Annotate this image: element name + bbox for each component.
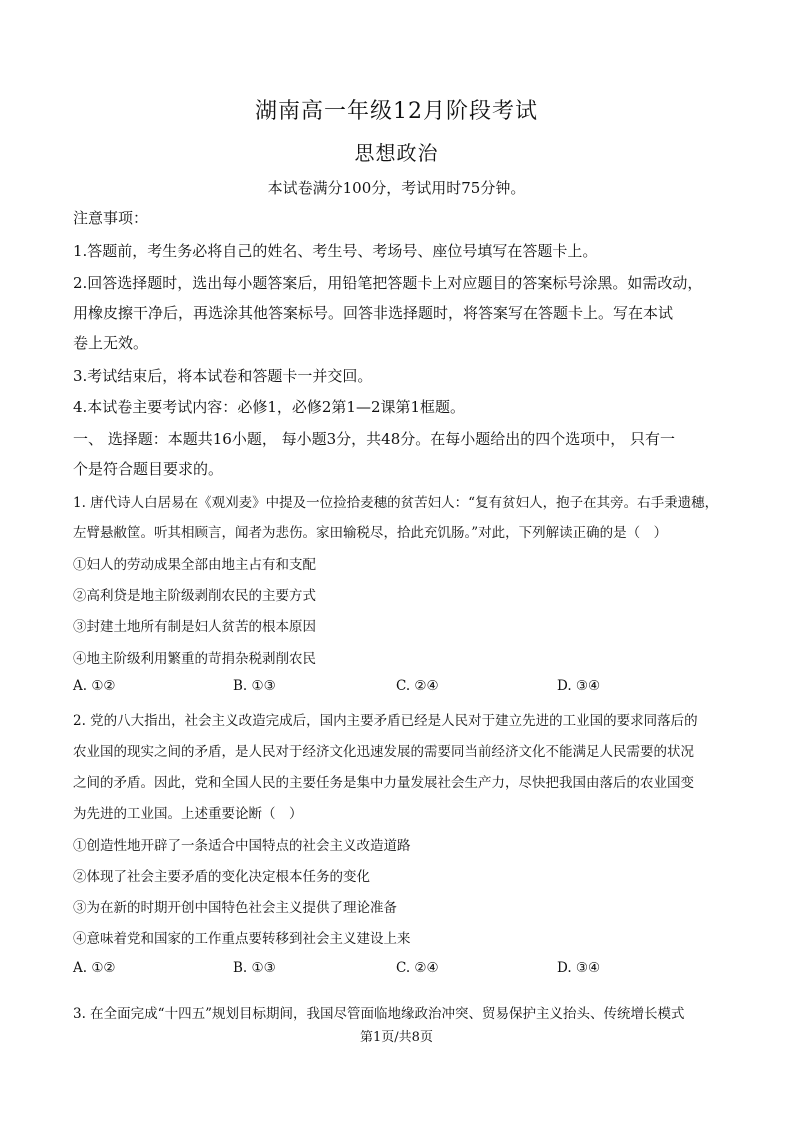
note-item: 用橡皮擦干净后，再选涂其他答案标号。回答非选择题时，将答案写在答题卡上。写在本试 <box>73 304 674 322</box>
q2-option-c: C. ②④ <box>396 960 439 976</box>
exam-title: 湖南高一年级12月阶段考试 <box>255 99 538 124</box>
q1-stem: 1. 唐代诗人白居易在《观刈麦》中提及一位捡拾麦穗的贫苦妇人：“复有贫妇人，抱子在其旁。右手秉遗穗， <box>73 495 719 511</box>
note-item: 2.回答选择题时，选出每小题答案后，用铅笔把答题卡上对应题目的答案标号涂黑。如需改动， <box>73 274 703 292</box>
q2-statement: ②体现了社会主要矛盾的变化决定根本任务的变化 <box>73 869 370 885</box>
notes-heading: 注意事项： <box>73 209 149 227</box>
q2-statement: ①创造性地开辟了一条适合中国特点的社会主义改造道路 <box>73 838 411 854</box>
q2-stem: 为先进的工业国。上述重要论断（ ） <box>73 806 303 822</box>
q1-option-d: D. ③④ <box>557 678 601 694</box>
note-item: 4.本试卷主要考试内容：必修1，必修2第1—2课第1框题。 <box>73 398 466 416</box>
q2-stem: 2. 党的八大指出，社会主义改造完成后，国内主要矛盾已经是人民对于建立先进的工业国的要求同落后的 <box>73 713 698 729</box>
q2-stem: 农业国的现实之间的矛盾，是人民对于经济文化迅速发展的需要同当前经济文化不能满足人民需要的状况 <box>73 744 694 760</box>
q2-option-a: A. ①② <box>73 960 116 976</box>
q2-option-d: D. ③④ <box>557 960 601 976</box>
q2-stem: 之间的矛盾。因此，党和全国人民的主要任务是集中力量发展社会生产力，尽快把我国由落后的农业国变 <box>73 775 694 791</box>
q1-option-a: A. ①② <box>73 678 116 694</box>
q1-statement: ③封建土地所有制是妇人贫苦的根本原因 <box>73 619 316 635</box>
section-heading-cont: 个是符合题目要求的。 <box>73 460 224 478</box>
note-item: 3.考试结束后，将本试卷和答题卡一并交回。 <box>73 367 373 385</box>
q3-stem: 3. 在全面完成“十四五”规划目标期间，我国尽管面临地缘政治冲突、贸易保护主义抬头、传统增长模式 <box>73 1006 685 1022</box>
q1-statement: ④地主阶级利用繁重的苛捐杂税剥削农民 <box>73 651 316 667</box>
page-number: 第1页/共8页 <box>360 1030 433 1045</box>
note-item: 卷上无效。 <box>73 334 149 352</box>
q1-option-b: B. ①③ <box>233 678 276 694</box>
section-heading: 一、 选择题：本题共16小题， 每小题3分，共48分。在每小题给出的四个选项中， 只有一 <box>73 430 676 448</box>
q2-option-b: B. ①③ <box>233 960 276 976</box>
subject-title: 思想政治 <box>354 141 439 165</box>
exam-info: 本试卷满分100分，考试用时75分钟。 <box>267 179 526 197</box>
q2-statement: ③为在新的时期开创中国特色社会主义提供了理论准备 <box>73 900 397 916</box>
q1-stem: 左臂悬敝筐。听其相顾言，闻者为悲伤。家田输税尽，拾此充饥肠。”对此，下列解读正确的是（ ） <box>73 525 668 541</box>
q1-statement: ②高利贷是地主阶级剥削农民的主要方式 <box>73 588 316 604</box>
note-item: 1.答题前，考生务必将自己的姓名、考生号、考场号、座位号填写在答题卡上。 <box>73 242 598 260</box>
q1-statement: ①妇人的劳动成果全部由地主占有和支配 <box>73 557 316 573</box>
q2-statement: ④意味着党和国家的工作重点要转移到社会主义建设上来 <box>73 931 411 947</box>
q1-option-c: C. ②④ <box>396 678 439 694</box>
